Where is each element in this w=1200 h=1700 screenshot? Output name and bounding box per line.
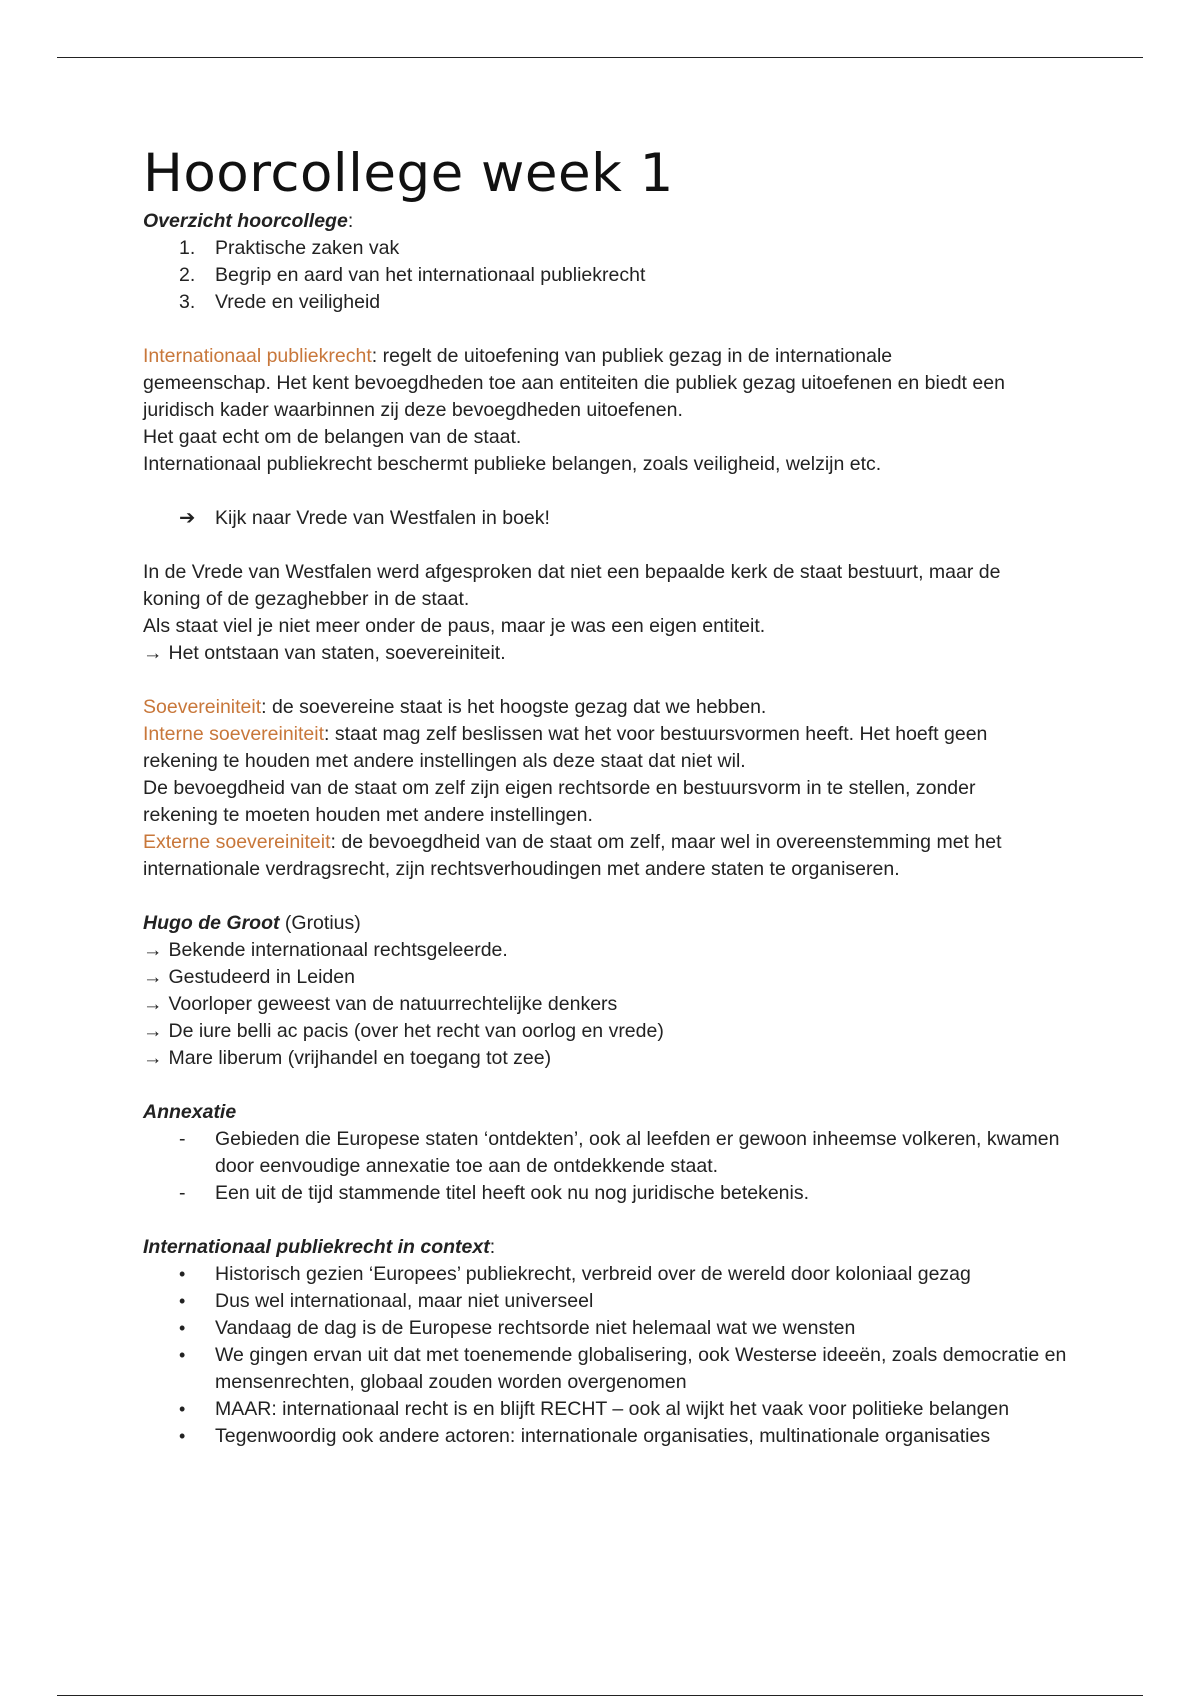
paragraph-line: Internationaal publiekrecht beschermt publieke belangen, zoals veiligheid, welzijn etc. — [143, 453, 882, 475]
bullet-icon: • — [179, 1399, 186, 1419]
bullet-icon: • — [179, 1264, 186, 1284]
paragraph-line: internationale verdragsrecht, zijn rechtsverhoudingen met andere staten te organiseren. — [143, 858, 900, 880]
paragraph-line: gemeenschap. Het kent bevoegdheden toe aan entiteiten die publiek gezag uitoefenen en biedt een — [143, 372, 1005, 394]
paragraph-line: → Het ontstaan van staten, soevereiniteit. — [143, 642, 506, 664]
arrow-icon: → — [143, 939, 163, 961]
annexatie-heading: Annexatie — [143, 1101, 237, 1123]
page-title: Hoorcollege week 1 — [143, 143, 674, 204]
list-item: • MAAR: internationaal recht is en blijft RECHT – ook al wijkt het vaak voor politieke belangen — [143, 1396, 1073, 1423]
list-item: • Tegenwoordig ook andere actoren: internationale organisaties, multinationale organisaties — [143, 1423, 1073, 1450]
list-item: → Mare liberum (vrijhandel en toegang tot zee) — [143, 1047, 552, 1069]
bullet-icon: • — [179, 1318, 186, 1338]
paragraph-line: juridisch kader waarbinnen zij deze bevoegdheden uitoefenen. — [143, 399, 683, 421]
paragraph-line: Als staat viel je niet meer onder de paus, maar je was een eigen entiteit. — [143, 615, 766, 637]
list-item: → De iure belli ac pacis (over het recht van oorlog en vrede) — [143, 1020, 664, 1042]
list-item: 2. Begrip en aard van het internationaal publiekrecht — [179, 264, 646, 286]
ipr-term: Internationaal publiekrecht — [143, 345, 372, 367]
context-heading: Internationaal publiekrecht in context: — [143, 1236, 496, 1258]
list-item: • Vandaag de dag is de Europese rechtsorde niet helemaal wat we wensten — [143, 1315, 1073, 1342]
arrow-icon: → — [143, 993, 163, 1015]
paragraph-line: koning of de gezaghebber in de staat. — [143, 588, 470, 610]
internal-sovereignty-definition: Interne soevereiniteit: staat mag zelf beslissen wat het voor bestuursvormen heeft. Het hoeft geen — [143, 723, 988, 745]
document-page — [143, 138, 1073, 1450]
arrow-icon: → — [143, 642, 163, 664]
ipr-definition: Internationaal publiekrecht: regelt de uitoefening van publiek gezag in de internationale — [143, 345, 893, 367]
list-item: → Bekende internationaal rechtsgeleerde. — [143, 939, 508, 961]
list-item: • Historisch gezien ‘Europees’ publiekrecht, verbreid over de wereld door koloniaal gezag — [143, 1261, 1073, 1288]
list-item: 1. Praktische zaken vak — [179, 237, 400, 259]
bullet-icon: • — [179, 1291, 186, 1311]
sovereignty-definition: Soevereiniteit: de soevereine staat is het hoogste gezag dat we hebben. — [143, 696, 767, 718]
bullet-icon: • — [179, 1345, 186, 1365]
list-item: - Gebieden die Europese staten ‘ontdekten’, ook al leefden er gewoon inheemse volkeren, kwamen door eenvoudige annexatie toe aan de ontdekkende staat. — [179, 1128, 1060, 1177]
list-item: • Dus wel internationaal, maar niet universeel — [143, 1288, 1073, 1315]
bullet-icon: • — [179, 1426, 186, 1446]
footer-rule — [57, 1695, 1143, 1696]
paragraph-line: De bevoegdheid van de staat om zelf zijn eigen rechtsorde en bestuursvorm in te stellen, zonder — [143, 777, 976, 799]
paragraph-line: rekening te houden met andere instellingen als deze staat dat niet wil. — [143, 750, 746, 772]
overview-heading: Overzicht hoorcollege: — [143, 210, 354, 232]
grotius-heading: Hugo de Groot (Grotius) — [143, 912, 361, 934]
list-item: - Een uit de tijd stammende titel heeft ook nu nog juridische betekenis. — [179, 1182, 810, 1204]
list-item: • We gingen ervan uit dat met toenemende globalisering, ook Westerse ideeën, zoals democratie en mensenrechten, globaal zouden worden overgenomen — [143, 1342, 1073, 1396]
arrow-icon: → — [143, 966, 163, 988]
paragraph-line: rekening te moeten houden met andere instellingen. — [143, 804, 593, 826]
list-item: 3. Vrede en veiligheid — [179, 291, 381, 313]
arrow-icon: → — [143, 1020, 163, 1042]
list-item: → Voorloper geweest van de natuurrechtelijke denkers — [143, 993, 618, 1015]
list-item: → Gestudeerd in Leiden — [143, 966, 355, 988]
arrow-icon: → — [143, 1047, 163, 1069]
westfalen-note: ➔ Kijk naar Vrede van Westfalen in boek! — [143, 505, 1073, 532]
header-rule — [57, 57, 1143, 58]
paragraph-line: Het gaat echt om de belangen van de staat. — [143, 426, 522, 448]
paragraph-line: In de Vrede van Westfalen werd afgesproken dat niet een bepaalde kerk de staat bestuurt, maar de — [143, 561, 1001, 583]
arrow-icon: ➔ — [179, 507, 196, 529]
external-sovereignty-definition: Externe soevereiniteit: de bevoegdheid van de staat om zelf, maar wel in overeenstemming met het — [143, 831, 1002, 853]
